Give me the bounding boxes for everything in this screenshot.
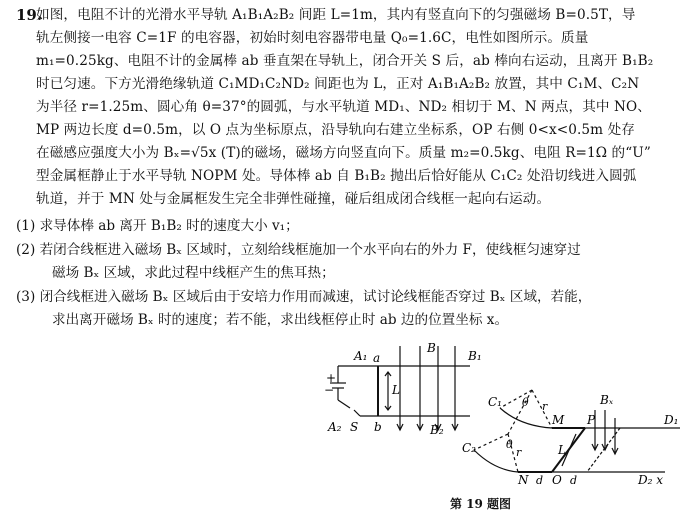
label-Bx: Bₓ — [600, 393, 614, 407]
label-B: B — [427, 341, 436, 355]
label-d-2: d — [570, 474, 578, 487]
label-L: L — [392, 383, 400, 397]
problem-line: 时已匀速。下方光滑绝缘轨道 C₁MD₁C₂ND₂ 间距也为 L，正对 A₁B₁A₂B₂ 放置，其中 C₁M、C₂N — [36, 76, 640, 92]
label-theta-1: θ — [522, 396, 529, 409]
label-a: a — [373, 351, 381, 365]
label-P: P — [587, 413, 596, 427]
part-3-cont: 求出离开磁场 Bₓ 时的速度；若不能，求出线框停止时 ab 边的位置坐标 x。 — [52, 312, 509, 328]
label-N: N — [518, 473, 529, 487]
problem-line: 为半径 r=1.25m、圆心角 θ=37°的圆弧，与水平轨道 MD₁、ND₂ 相切于 M、N 两点，其中 NO、 — [36, 99, 651, 115]
label-b: b — [374, 420, 382, 434]
figure-caption: 第 19 题图 — [450, 497, 512, 511]
arc-rail-figure — [460, 388, 690, 488]
question-number: 19. — [16, 6, 43, 24]
label-B1: B₁ — [468, 349, 482, 363]
part-2-cont: 磁场 Bₓ 区域，求此过程中线框产生的焦耳热； — [52, 265, 335, 281]
problem-line: 在磁感应强度大小为 Bₓ=√5x (T)的磁场，磁场方向竖直向下。质量 m₂=0.5kg、电阻 R=1Ω 的“U” — [36, 145, 651, 161]
label-r-1: r — [542, 400, 548, 413]
label-D2-x: D₂ x — [638, 473, 664, 487]
label-theta-2: θ — [506, 438, 513, 451]
label-C2: C₂ — [462, 441, 476, 455]
label-S: S — [350, 420, 359, 434]
label-D1: D₁ — [664, 413, 679, 427]
label-r-2: r — [516, 446, 522, 459]
minus-sign: − — [324, 383, 335, 397]
problem-line: 型金属框静止于水平导轨 NOPM 处。导体棒 ab 自 B₁B₂ 抛出后恰好能从 C₁C₂ 处沿切线进入圆弧 — [36, 168, 637, 184]
label-B2: B₂ — [430, 423, 444, 437]
label-d-1: d — [536, 474, 544, 487]
label-O: O — [552, 473, 562, 487]
problem-line: 如图，电阻不计的光滑水平导轨 A₁B₁A₂B₂ 间距 L=1m，其内有竖直向下的匀强磁场 B=0.5T，导 — [36, 7, 636, 23]
label-L: L — [558, 443, 566, 457]
part-3: (3) 闭合线框进入磁场 Bₓ 区域后由于安培力作用而减速，试讨论线框能否穿过 Bₓ 区域，若能， — [16, 289, 592, 305]
part-1: (1) 求导体棒 ab 离开 B₁B₂ 时的速度大小 v₁； — [16, 218, 299, 234]
label-M: M — [552, 413, 565, 427]
problem-line: m₁=0.25kg、电阻不计的金属棒 ab 垂直架在导轨上，闭合开关 S 后，ab 棒向右运动，且离开 B₁B₂ — [36, 53, 654, 69]
plus-sign: + — [326, 371, 337, 385]
label-A2: A₂ — [328, 420, 342, 434]
part-2: (2) 若闭合线框进入磁场 Bₓ 区域时，立刻给线框施加一个水平向右的外力 F，使线框匀速穿过 — [16, 242, 581, 258]
problem-line: 轨道，并于 MN 处与金属框发生完全非弹性碰撞，碰后组成闭合线框一起向右运动。 — [36, 191, 551, 207]
problem-line: 轨左侧接一电容 C=1F 的电容器，初始时刻电容器带电量 Q₀=1.6C，电性如图所示。质量 — [36, 30, 589, 46]
label-A1: A₁ — [354, 349, 368, 363]
problem-line: MP 两边长度 d=0.5m，以 O 点为坐标原点，沿导轨向右建立坐标系，OP 右侧 0<x<0.5m 处存 — [36, 122, 635, 138]
label-C1: C₁ — [488, 395, 502, 409]
